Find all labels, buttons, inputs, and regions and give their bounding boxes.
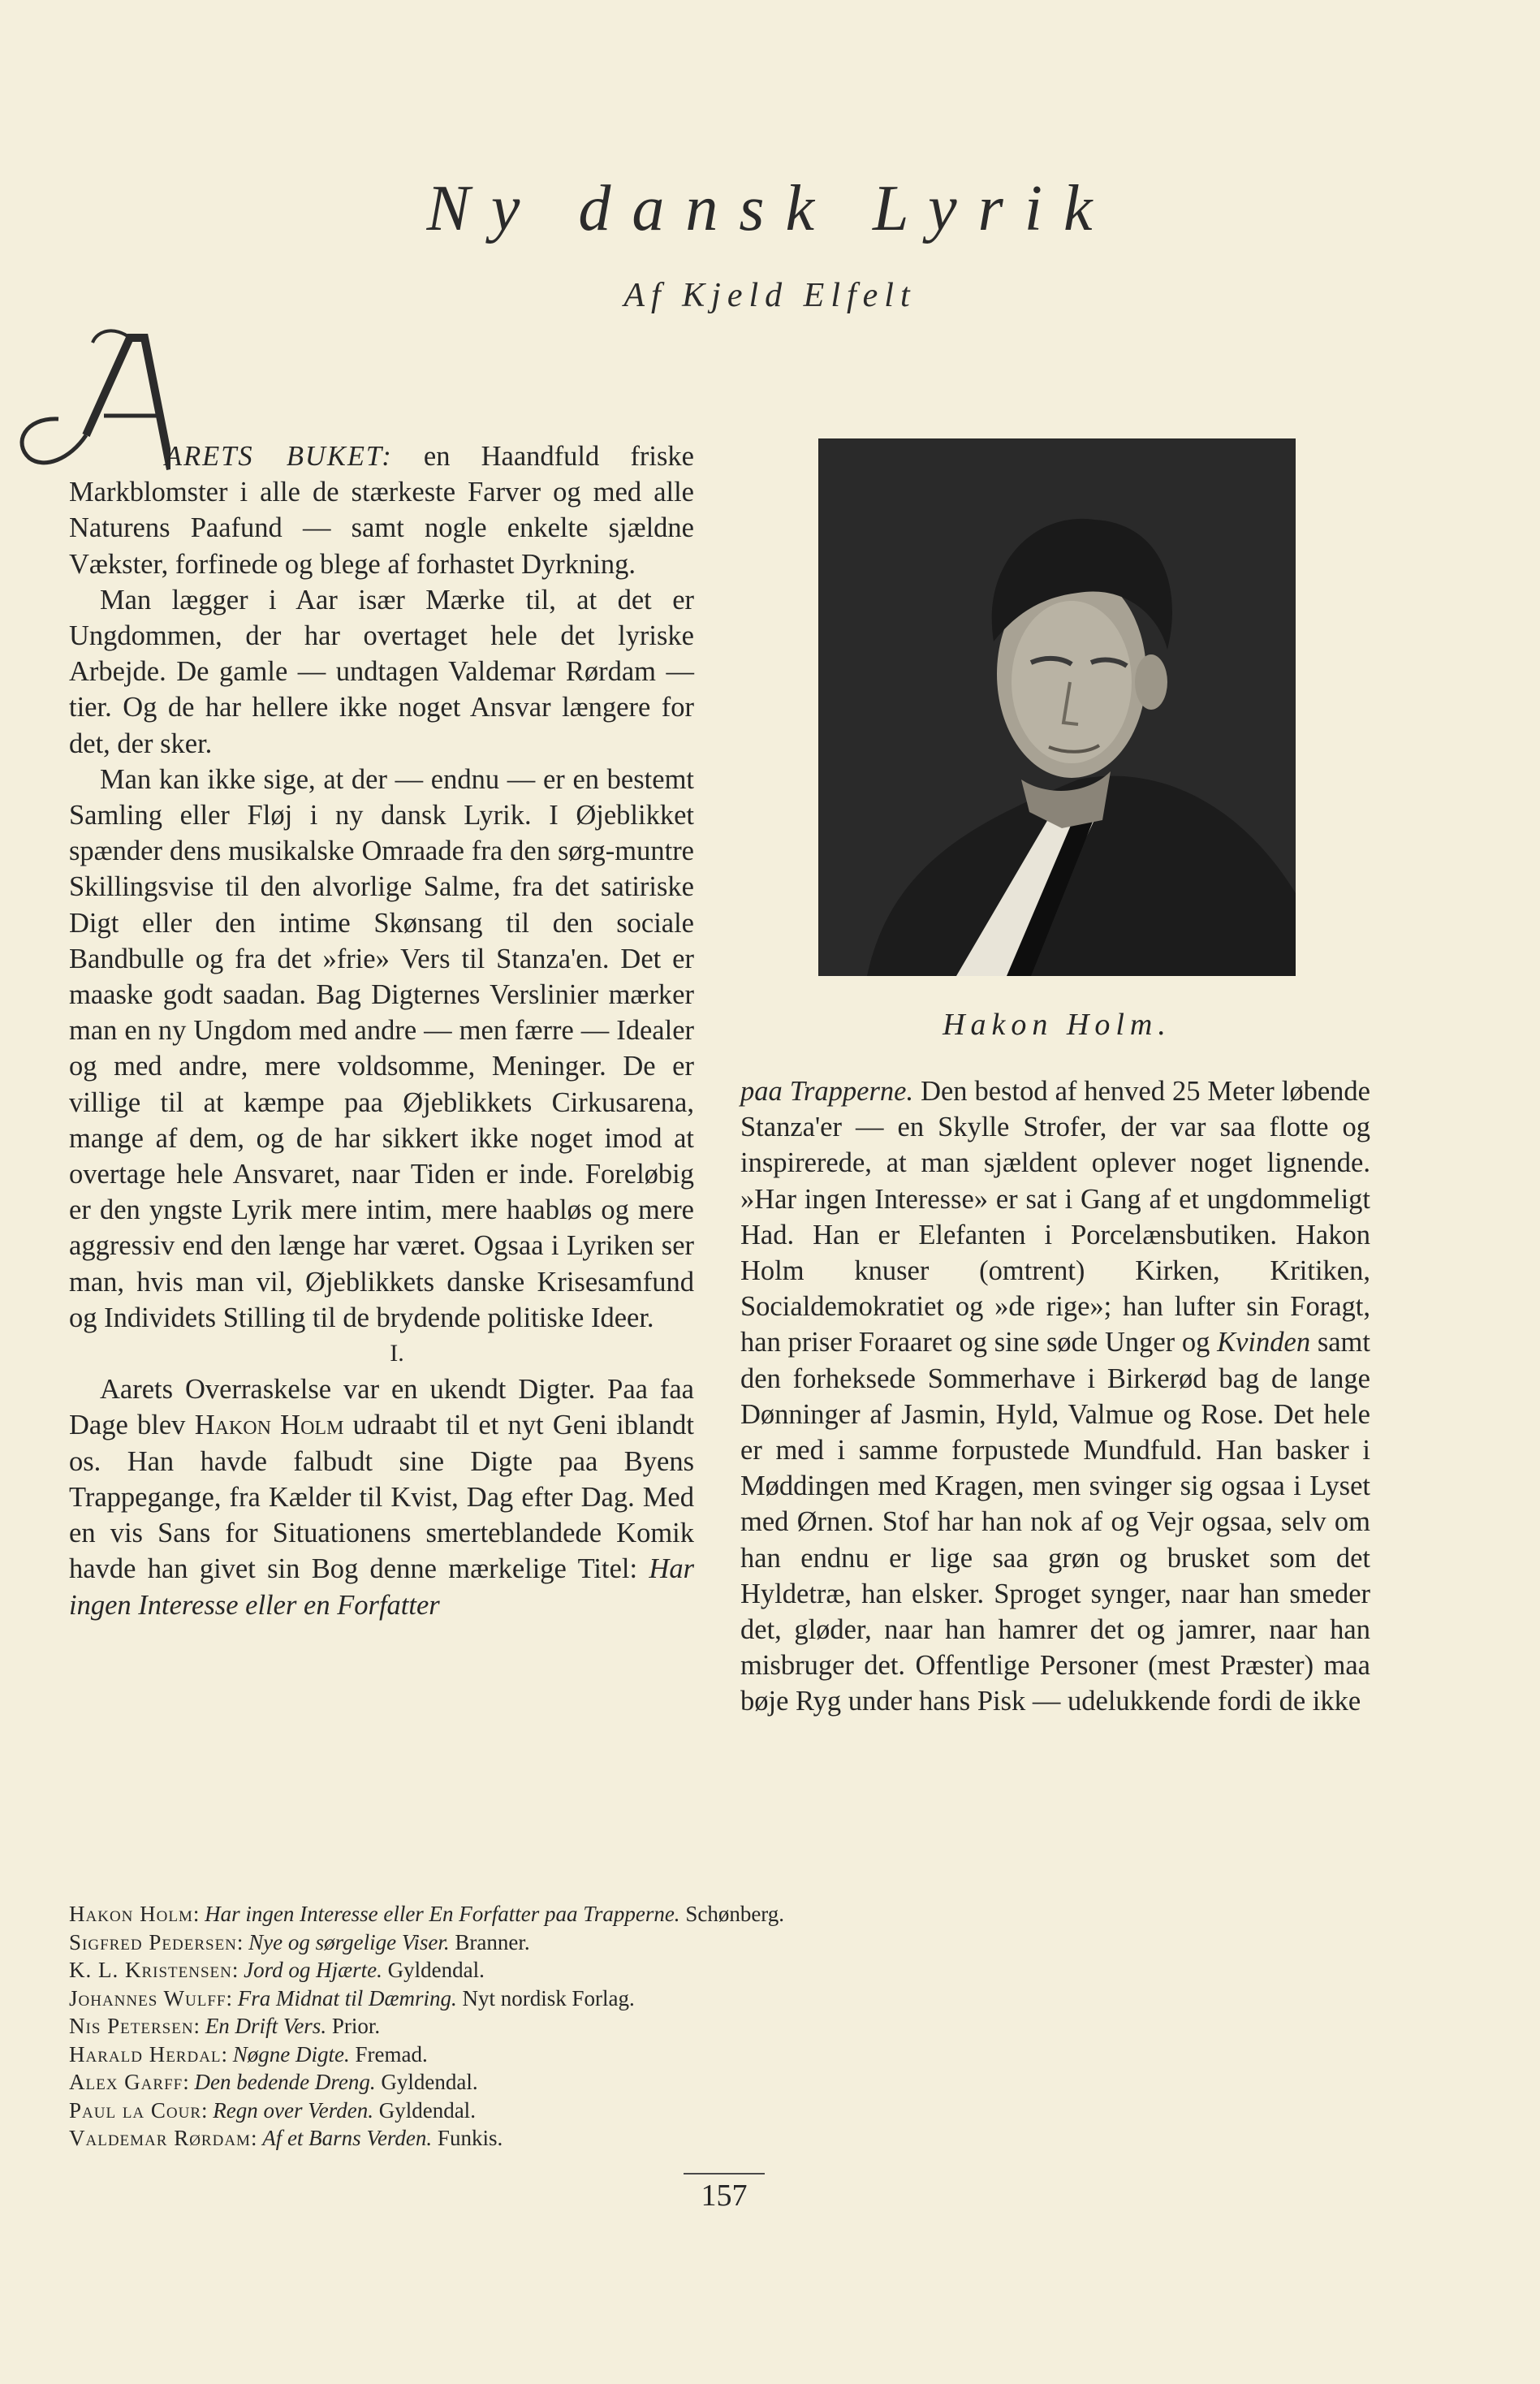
paragraph-5-text-a: Den bestod af henved 25 Meter løbende Stanza'er — en Skylle Strofer, der var saa flotte og inspirerede, at man sjældent oplever noget lignende. »Har ingen Interesse» er sat i Gang af et ungdommeligt Had. Han er Elefanten i Porcelænsbutiken. Hakon Holm knuser (omtrent) Kirken, Kritiken, Socialdemokratiet og »de rige»; han lufter sin Foragt, han priser Foraaret og sine søde Unger og <box>740 1076 1370 1358</box>
left-column <box>69 438 694 1623</box>
paragraph-lead: ARETS BUKET: <box>165 441 393 472</box>
paragraph-1-text: en Haandfuld friske Markblomster i alle de stærkeste Farver og med alle Naturens Paafund — samt nogle enkelte sjældne Vækster, forfinede og blege af forhastet Dyrkning. <box>69 441 694 580</box>
section-number: I. <box>390 1340 404 1367</box>
footnote-publisher: Schønberg. <box>685 1902 785 1926</box>
footnote-author: Johannes Wulff <box>69 1985 226 2010</box>
footnote-author: Harald Herdal <box>69 2041 222 2067</box>
footnote-publisher: Gyldendal. <box>381 2070 478 2094</box>
footnote-entry <box>69 2068 1287 2097</box>
footnote-author: Paul la Cour <box>69 2097 202 2123</box>
paragraph-2: Man lægger i Aar især Mærke til, at det er Ungdommen, der har overtaget hele det lyriske Arbejde. De gamle — undtagen Valdemar Rørdam — tier. Og de har hellere ikke noget Ansvar længere for det, der sker. <box>69 584 694 759</box>
footnote-entry <box>69 2012 1287 2041</box>
paragraph-1 <box>69 438 694 582</box>
footnote-entry <box>69 2124 1287 2153</box>
footnote-separator: : <box>193 2014 205 2038</box>
footnote-separator: : <box>221 2041 233 2067</box>
footnote-title: Den bedende Dreng. <box>194 2070 376 2094</box>
paragraph-4-text-a: Aarets Overraskelse var en ukendt Digter. Paa faa Dage blev <box>69 1374 694 1441</box>
footnote-publisher: Prior. <box>331 2014 381 2038</box>
footnote-entry <box>69 1900 1287 1928</box>
footnote-entry <box>69 2097 1287 2125</box>
author-name-inline: Hakon Holm <box>194 1410 344 1441</box>
footnote-publisher: Fremad. <box>355 2041 428 2067</box>
footnote-separator: : <box>192 1902 205 1926</box>
page-number-rule <box>684 2173 765 2175</box>
footnote-author: K. L. Kristensen <box>69 1958 232 1982</box>
footnote-separator: : <box>231 1958 244 1982</box>
footnote-author: Hakon Holm <box>69 1902 193 1926</box>
footnote-publisher: Nyt nordisk Forlag. <box>462 1985 635 2010</box>
footnote-title: Regn over Verden. <box>213 2097 373 2123</box>
footnote-publisher: Funkis. <box>437 2126 503 2150</box>
footnote-title: Af et Barns Verden. <box>262 2126 433 2150</box>
footnote-separator: : <box>201 2097 214 2123</box>
footnote-title: En Drift Vers. <box>205 2014 327 2038</box>
footnote-entry <box>69 1956 1287 1985</box>
footnote-title: Fra Midnat til Dæmring. <box>237 1985 457 2010</box>
article-byline: Af Kjeld Elfelt <box>623 277 917 314</box>
dropcap-letter: A <box>122 437 128 446</box>
footnote-publisher: Gyldendal. <box>378 2097 476 2123</box>
footnote-entry <box>69 1985 1287 2013</box>
paragraph-5-text-b: samt den forheksede Sommerhave i Birkerød bag de lange Dønninger af Jasmin, Hyld, Valmue og Rose. Det hele er med i samme forpustede Mundfuld. Han basker i Møddingen med Kragen, men svinger sig ogsaa i Lyset med Ørnen. Stof har han nok af og Vejr ogsaa, selv om han endnu er lige saa grøn og brusket som det Hyldetræ, han elsker. Sproget synger, naar han smeder det, gløder, naar han hamrer det og jamrer, naar han misbruger det. Offentlige Personer (mest Præster) maa bøje Ryg under hans Pisk — udelukkende fordi de ikke <box>740 1327 1370 1717</box>
bibliography-footnotes <box>69 1900 1287 2153</box>
right-column <box>740 1073 1370 1720</box>
kvinden-italic: Kvinden <box>1217 1327 1311 1358</box>
footnote-author: Alex Garff <box>69 2070 183 2094</box>
footnote-entry <box>69 2041 1287 2069</box>
footnote-title: Jord og Hjærte. <box>244 1958 382 1982</box>
footnote-title: Har ingen Interesse eller En Forfatter paa Trapperne. <box>205 1902 680 1926</box>
footnote-author: Sigfred Pedersen <box>69 1929 237 1954</box>
book-title-inline: Har ingen Interesse eller en Forfatter <box>69 1553 694 1621</box>
paragraph-4 <box>69 1371 694 1622</box>
footnote-separator: : <box>183 2070 195 2094</box>
footnote-entry <box>69 1928 1287 1957</box>
paragraph-4-text-b: udraabt til et nyt Geni iblandt os. Han havde falbudt sine Digte paa Byens Trappegange, fra Kælder til Kvist, Dag efter Dag. Med en vis Sans for Situationens smerteblandede Komik havde han givet sin Bog denne mærkelige Titel: <box>69 1410 694 1585</box>
footnote-publisher: Gyldendal. <box>387 1958 485 1982</box>
footnote-author: Valdemar Rørdam <box>69 2126 251 2150</box>
photo-caption: Hakon Holm. <box>943 1008 1171 1042</box>
footnote-author: Nis Petersen <box>69 2014 194 2038</box>
footnote-separator: : <box>250 2126 263 2150</box>
footnote-separator: : <box>226 1985 238 2010</box>
paragraph-5 <box>740 1073 1370 1720</box>
footnote-title: Nye og sørgelige Viser. <box>248 1929 450 1954</box>
footnote-separator: : <box>236 1929 249 1954</box>
page-number: 157 <box>701 2179 748 2213</box>
footnote-publisher: Branner. <box>455 1929 530 1954</box>
article-title: Ny dansk Lyrik <box>426 173 1114 244</box>
portrait-photo <box>818 438 1296 976</box>
footnote-title: Nøgne Digte. <box>232 2041 350 2067</box>
book-title-continued: paa Trapperne. <box>740 1076 914 1107</box>
paragraph-3: Man kan ikke sige, at der — endnu — er en bestemt Samling eller Fløj i ny dansk Lyrik. I Øjeblikket spænder dens musikalske Omraade fra den sørg-muntre Skillingsvise til den alvorlige Salme, fra det satiriske Digt eller den intime Skønsang til den sociale Bandbulle og fra det »frie» Vers til Stanza'en. Det er maaske godt saadan. Bag Digternes Verslinier mærker man en ny Ungdom med andre — men færre — Idealer og med andre, mere voldsomme, Meninger. De er villige til at kæmpe paa Øjeblikkets Cirkusarena, mange af dem, og de har sikkert ikke noget imod at overtage hele Ansvaret, naar Tiden er inde. Foreløbig er den yngste Lyrik mere intim, mere haabløs og mere aggressiv end den længe har været. Ogsaa i Lyriken ser man, hvis man vil, Øjeblikkets danske Krisesamfund og Individets Stilling til de brydende politiske Ideer. <box>69 763 694 1333</box>
